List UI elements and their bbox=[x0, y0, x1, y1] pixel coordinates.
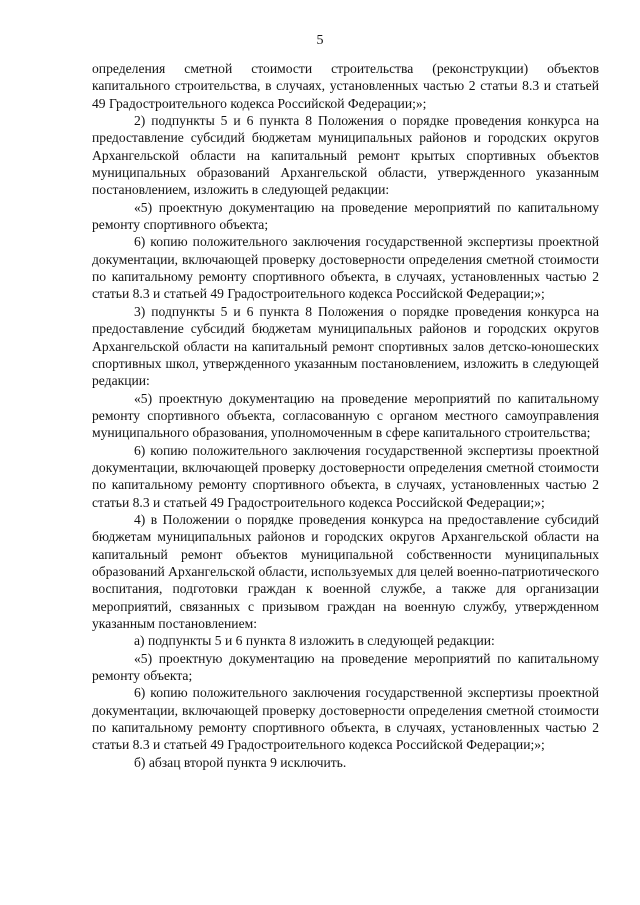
paragraph: определения сметной стоимости строительства (реконструкции) объектов капитального строительства, в случаях, установленных частью 2 статьи 8.3 и статьей 49 Градостроительного кодекса Российской Федерации;»; bbox=[92, 61, 599, 111]
paragraph: 2) подпункты 5 и 6 пункта 8 Положения о порядке проведения конкурса на предоставление субсидий бюджетам муниципальных районов и городских округов Архангельской области на капитальный ремонт крытых спортивных объектов муниципальных образований Архангельской области, утвержденного указанным постановлением, изложить в следующей редакции: bbox=[92, 113, 599, 198]
paragraph: 4) в Положении о порядке проведения конкурса на предоставление субсидий бюджетам муниципальных районов и городских округов Архангельской области на капитальный ремонт объектов муниципальной собственности муниципальных образований Архангельской области, используемых для целей военно-патриотического воспитания, подготовки граждан к военной службе, а также для организации мероприятий, связанных с призывом граждан на военную службу, утвержденном указанным постановлением: bbox=[92, 511, 599, 631]
paragraph: 3) подпункты 5 и 6 пункта 8 Положения о порядке проведения конкурса на предоставление субсидий бюджетам муниципальных районов и городских округов Архангельской области на капитальный ремонт спортивных залов детско-юношеских спортивных школ, утвержденного указанным постановлением, изложить в следующей редакции: bbox=[92, 303, 599, 389]
paragraph: «5) проектную документацию на проведение мероприятий по капитальному ремонту спортивного объекта, согласованную с органом местного самоуправления муниципального образования, уполномоченным в сфере капитального строительства; bbox=[92, 390, 599, 441]
paragraph: 6) копию положительного заключения государственной экспертизы проектной документации, включающей проверку достоверности определения сметной стоимости по капитальному ремонту спортивного объекта, в случаях, установленных частью 2 статьи 8.3 и статьей 49 Градостроительного кодекса Российской Федерации;»; bbox=[92, 685, 599, 753]
document-body bbox=[92, 60, 599, 771]
paragraph: а) подпункты 5 и 6 пункта 8 изложить в следующей редакции: bbox=[134, 633, 495, 649]
paragraph: 6) копию положительного заключения государственной экспертизы проектной документации, включающей проверку достоверности определения сметной стоимости по капитальному ремонту спортивного объекта, в случаях, установленных частью 2 статьи 8.3 и статьей 49 Градостроительного кодекса Российской Федерации;»; bbox=[92, 234, 599, 302]
paragraph: «5) проектную документацию на проведение мероприятий по капитальному ремонту объекта; bbox=[92, 650, 599, 684]
paragraph: «5) проектную документацию на проведение мероприятий по капитальному ремонту спортивного объекта; bbox=[92, 199, 599, 233]
page-number: 5 bbox=[316, 33, 324, 48]
paragraph: б) абзац второй пункта 9 исключить. bbox=[134, 754, 347, 770]
paragraph: 6) копию положительного заключения государственной экспертизы проектной документации, включающей проверку достоверности определения сметной стоимости по капитальному ремонту спортивного объекта, в случаях, установленных частью 2 статьи 8.3 и статьей 49 Градостроительного кодекса Российской Федерации;»; bbox=[92, 442, 599, 510]
